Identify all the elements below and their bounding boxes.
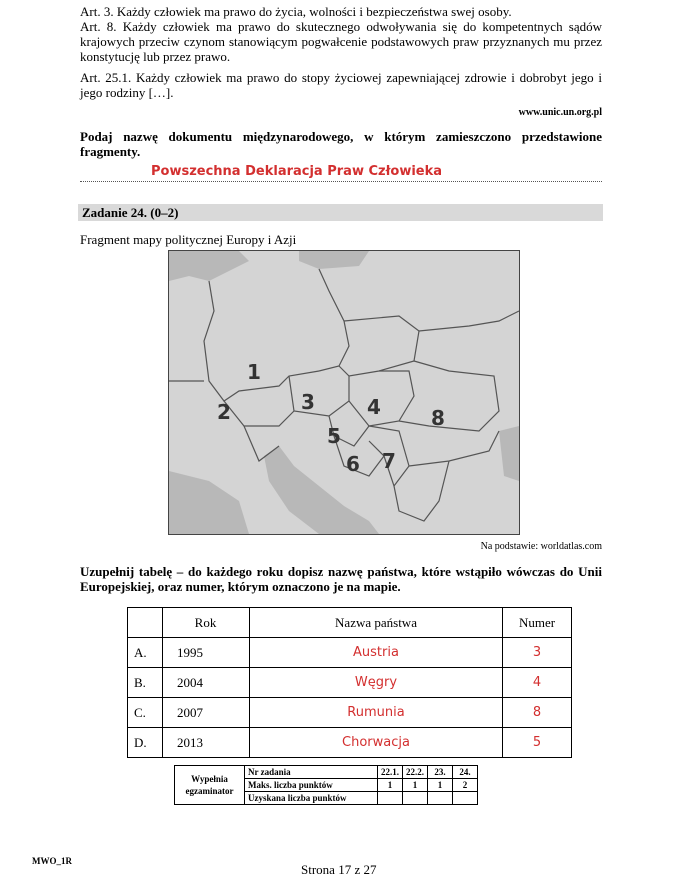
- table-row: [128, 638, 572, 668]
- row-letter: D.: [128, 728, 163, 758]
- score-max-points: 1: [378, 779, 403, 792]
- map-label-5: 5: [327, 424, 341, 448]
- score-table: [174, 765, 478, 805]
- answer-line: [80, 180, 602, 182]
- border-macedonia: [394, 461, 449, 521]
- border-poland-south: [339, 316, 419, 376]
- exam-code: MWO_1R: [32, 856, 72, 866]
- score-obtained-cell[interactable]: [428, 792, 453, 805]
- border-bulgaria: [409, 431, 499, 466]
- score-obtained-cell[interactable]: [378, 792, 403, 805]
- row-number[interactable]: 4: [503, 668, 572, 698]
- table-header-row: [128, 608, 572, 638]
- map-label-7: 7: [382, 449, 396, 473]
- border-germany-poland: [319, 269, 349, 371]
- border-switzerland: [224, 401, 294, 426]
- row-year: 2007: [163, 698, 250, 728]
- score-table-label: Wypełnia egzaminator: [175, 766, 245, 805]
- score-row-label-max: Maks. liczba punktów: [245, 779, 378, 792]
- row-country[interactable]: Chorwacja: [250, 728, 503, 758]
- score-task-number: 24.: [453, 766, 478, 779]
- score-obtained-cell[interactable]: [403, 792, 428, 805]
- border-hungary: [349, 371, 414, 426]
- map-svg: [169, 251, 519, 534]
- score-max-points: 1: [428, 779, 453, 792]
- article-25: Art. 25.1. Każdy człowiek ma prawo do stopy życiowej zapewniającej zdrowie i dobrobyt jego i jego rodziny […].: [80, 70, 602, 100]
- score-max-points: 2: [453, 779, 478, 792]
- border-west-germany: [204, 281, 319, 401]
- row-year: 2013: [163, 728, 250, 758]
- article-3: Art. 3. Każdy człowiek ma prawo do życia, wolności i bezpieczeństwa swej osoby.: [80, 4, 512, 19]
- score-obtained-cell[interactable]: [453, 792, 478, 805]
- table-header-year: Rok: [163, 608, 250, 638]
- baltic-sea: [299, 251, 369, 269]
- score-row-label-task: Nr zadania: [245, 766, 378, 779]
- row-country[interactable]: Rumunia: [250, 698, 503, 728]
- political-map: [168, 250, 520, 535]
- source-citation: www.unic.un.org.pl: [518, 107, 602, 118]
- table-header-number: Numer: [503, 608, 572, 638]
- row-year: 1995: [163, 638, 250, 668]
- map-label-3: 3: [301, 390, 315, 414]
- map-label-2: 2: [217, 400, 231, 424]
- map-label-4: 4: [367, 395, 381, 419]
- instruction-text: Uzupełnij tabelę – do każdego roku dopisz nazwę państwa, które wstąpiło wówczas do Unii Europejskiej, oraz numer, którym oznaczono je na mapie.: [80, 564, 602, 594]
- score-task-number: 22.2.: [403, 766, 428, 779]
- row-letter: C.: [128, 698, 163, 728]
- row-number[interactable]: 5: [503, 728, 572, 758]
- score-max-points: 1: [403, 779, 428, 792]
- adriatic-sea: [264, 446, 379, 534]
- border-austria: [289, 376, 349, 416]
- page-number: Strona 17 z 27: [301, 862, 377, 877]
- answer-text: Powszechna Deklaracja Praw Człowieka: [151, 164, 443, 179]
- black-sea: [499, 426, 519, 481]
- question-text: Podaj nazwę dokumentu międzynarodowego, w którym zamieszczono przedstawione fragmenty.: [80, 129, 602, 159]
- map-caption: Fragment mapy politycznej Europy i Azji: [80, 232, 297, 247]
- row-year: 2004: [163, 668, 250, 698]
- row-number[interactable]: 8: [503, 698, 572, 728]
- task-title: Zadanie 24. (0–2): [82, 205, 179, 220]
- row-letter: A.: [128, 638, 163, 668]
- mediterranean-sea: [169, 471, 249, 534]
- score-task-number: 22.1.: [378, 766, 403, 779]
- table-row: [128, 728, 572, 758]
- map-source: Na podstawie: worldatlas.com: [480, 541, 602, 552]
- table-row: [128, 668, 572, 698]
- row-country[interactable]: Węgry: [250, 668, 503, 698]
- north-sea: [169, 251, 249, 281]
- score-task-number: 23.: [428, 766, 453, 779]
- table-row: [128, 698, 572, 728]
- score-row-label-obtained: Uzyskana liczba punktów: [245, 792, 378, 805]
- row-number[interactable]: 3: [503, 638, 572, 668]
- map-label-6: 6: [346, 452, 360, 476]
- table-header-country: Nazwa państwa: [250, 608, 503, 638]
- answer-table: [127, 607, 572, 758]
- border-east: [419, 311, 519, 331]
- article-8: Art. 8. Każdy człowiek ma prawo do skutecznego odwoływania się do kompetentnych sądów krajowych przeciw czynom stanowiącym pogwałcenie podstawowych praw przyznanych mu przez konstytucję lub przez prawo.: [80, 19, 602, 64]
- map-label-8: 8: [431, 406, 445, 430]
- table-header-letter: [128, 608, 163, 638]
- row-letter: B.: [128, 668, 163, 698]
- map-label-1: 1: [247, 360, 261, 384]
- row-country[interactable]: Austria: [250, 638, 503, 668]
